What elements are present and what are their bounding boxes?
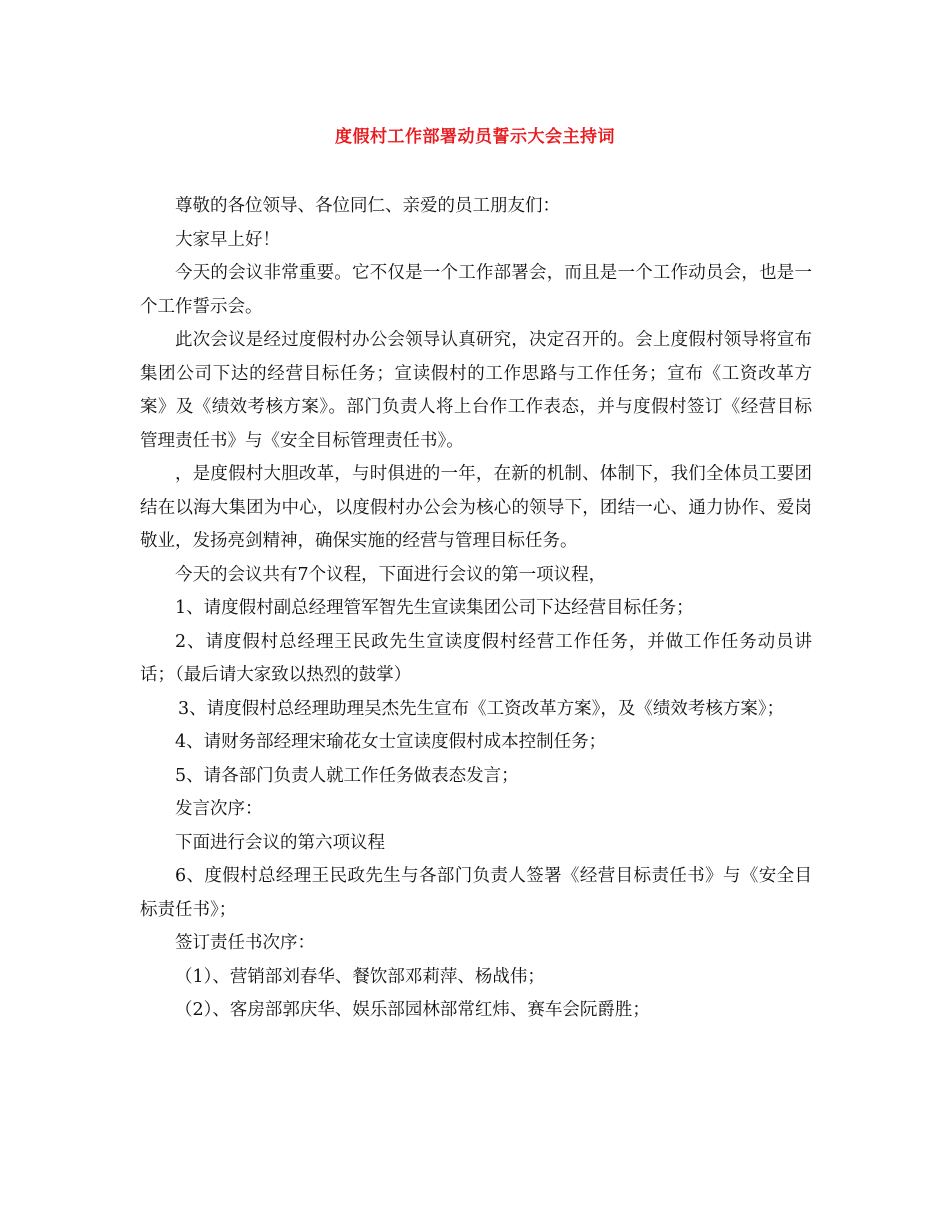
greeting-paragraph: 尊敬的各位领导、各位同仁、亲爱的员工朋友们： (175, 196, 560, 216)
agenda-item-1: 1、请度假村副总经理管军智先生宣读集团公司下达经营目标任务； (175, 598, 694, 618)
meeting-importance-paragraph: 今天的会议非常重要。它不仅是一个工作部署会，而且是一个工作动员会，也是一个工作誓示会。 (140, 263, 812, 317)
agenda-six-intro: 下面进行会议的第六项议程 (175, 832, 385, 853)
signing-group-2: （2）、客房部郭庆华、娱乐部园林部常红炜、赛车会阮爵胜； (175, 1000, 650, 1020)
reform-year-paragraph: ，是度假村大胆改革，与时俱进的一年，在新的机制、体制下，我们全体员工要团结在以海大集团为中心，以度假村办公会为核心的领导下，团结一心、通力协作、爱岗敬业，发扬亮剑精神，确保实施的经营与管理目标任务。 (140, 464, 812, 551)
signing-group-1: （1）、营销部刘春华、餐饮部邓莉萍、杨战伟； (175, 966, 545, 987)
agenda-item-2: 2、请度假村总经理王民政先生宣读度假村经营工作任务，并做工作任务动员讲话；（最后请大家致以热烈的鼓掌） (140, 631, 812, 685)
meeting-purpose-paragraph: 此次会议是经过度假村办公会领导认真研究，决定召开的。会上度假村领导将宣布集团公司下达的经营目标任务；宣读假村的工作思路与工作任务；宣布《工资改革方案》及《绩效考核方案》。部门负责人将上台作工作表态，并与度假村签订《经营目标管理责任书》与《安全目标管理责任书》。 (140, 330, 812, 451)
agenda-item-5: 5、请各部门负责人就工作任务做表态发言； (175, 765, 519, 786)
agenda-item-4: 4、请财务部经理宋瑜花女士宣读度假村成本控制任务； (175, 732, 607, 752)
agenda-item-3: 3、请度假村总经理助理吴杰先生宣布《工资改革方案》，及《绩效考核方案》； (178, 698, 785, 719)
agenda-intro-paragraph: 今天的会议共有7个议程，下面进行会议的第一项议程， (175, 564, 607, 585)
signing-order-heading: 签订责任书次序： (175, 933, 315, 953)
good-morning-paragraph: 大家早上好！ (175, 229, 280, 250)
speech-order-heading: 发言次序： (175, 799, 263, 819)
document-title: 度假村工作部署动员誓示大会主持词 (335, 127, 615, 147)
agenda-item-6: 6、度假村总经理王民政先生与各部门负责人签署《经营目标责任书》与《安全目标责任书》； (140, 866, 812, 920)
document-body (140, 190, 812, 1028)
